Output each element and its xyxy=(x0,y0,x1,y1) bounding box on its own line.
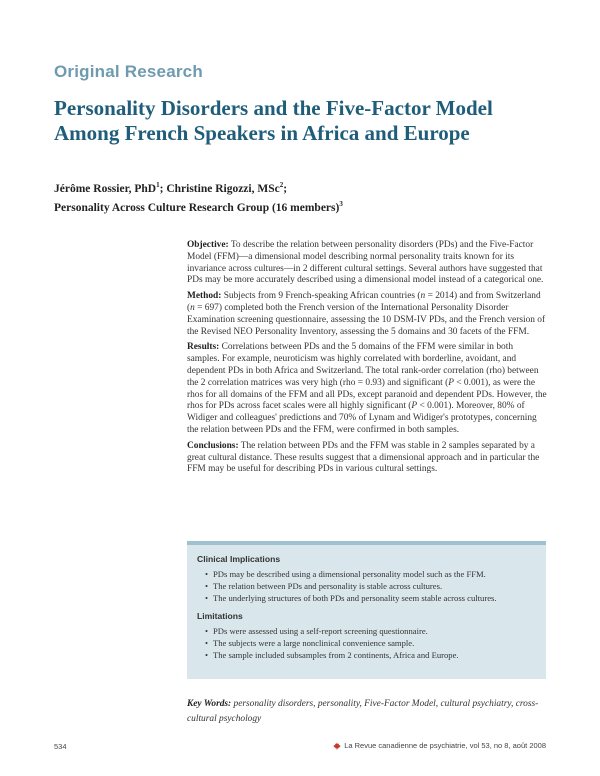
abstract-label: Method: xyxy=(187,291,222,302)
italic-symbol: P xyxy=(411,401,418,412)
clinical-implications-box xyxy=(187,541,546,679)
italic-symbol: n xyxy=(420,291,426,302)
maple-leaf-shape xyxy=(334,742,341,749)
author-line-1 xyxy=(54,178,554,197)
limitations-list xyxy=(197,625,536,661)
abstract-results xyxy=(187,342,547,436)
abstract-label: Results: xyxy=(187,342,220,353)
author-affiliation-mark: 1 xyxy=(156,181,160,189)
author-affiliation-mark: 3 xyxy=(339,199,343,208)
journal-footer xyxy=(333,741,546,750)
abstract-text: To describe the relation between personality disorders (PDs) and the Five-Factor Model (FFM)—a dimensional model describing normal personality traits known for its invariance across cultures—in 2 different cultural settings. Several authors have suggested that PDs may be more accurately described using a dimensional model instead of a categorical one. xyxy=(187,240,544,286)
article-title xyxy=(54,96,574,146)
list-item: • PDs may be described using a dimensional personality model such as the FFM. xyxy=(207,568,536,580)
abstract-text: Correlations between PDs and the 5 domains of the FFM were similar in both samples. For example, neuroticism was highly correlated with borderline, avoidant, and dependent PDs in both Africa and Switzerland. The total rank-order correlation (rho) between the 2 correlation matrices was very high (rho = 0.93) and significant ( xyxy=(187,342,539,388)
title-line-1: Personality Disorders and the Five-Factor Model xyxy=(54,96,493,120)
author-line-2 xyxy=(54,197,554,216)
abstract-text: Subjects from 9 French-speaking African countries ( xyxy=(223,291,421,302)
italic-symbol: P xyxy=(448,377,454,388)
abstract-label: Conclusions: xyxy=(187,440,239,451)
abstract-method xyxy=(187,291,547,338)
keywords-text: personality disorders, personality, Five-Factor Model, cultural psychiatry, cross-cultural psychology xyxy=(187,699,539,724)
keywords-label: Key Words: xyxy=(187,699,232,709)
list-item: • The sample included subsamples from 2 continents, Africa and Europe. xyxy=(207,649,536,661)
author-affiliation-mark: 2 xyxy=(279,181,284,189)
page-number: 534 xyxy=(54,742,67,751)
abstract-text: < 0.001). Moreover, 80% of Widiger and colleagues' predictions and 70% of Lynam and Widiger's prototypes, concerning the relation between PDs and the FFM, were confirmed in both samples. xyxy=(187,401,537,435)
keywords xyxy=(187,697,557,727)
author-group: Personality Across Culture Research Group (16 members) xyxy=(54,201,340,214)
abstract-text: = 697) completed both the French version of the International Personality Disorder Examination screening questionnaire, assessing the 10 DSM-IV PDs, and the French version of the Revised NEO Personality Inventory, assessing the 5 domains and 30 facets of the FFM. xyxy=(187,302,546,337)
author-name: Jérôme Rossier, PhD xyxy=(54,182,157,195)
abstract-conclusions xyxy=(187,441,547,476)
journal-citation: La Revue canadienne de psychiatrie, vol 53, no 8, août 2008 xyxy=(344,741,546,750)
maple-leaf-icon xyxy=(333,742,341,750)
abstract-objective xyxy=(187,240,547,287)
italic-symbol: n xyxy=(190,302,195,313)
author-separator: ; xyxy=(283,182,288,195)
abstract-text: = 2014) and from Switzerland ( xyxy=(187,291,541,313)
list-item: • The subjects were a large nonclinical convenience sample. xyxy=(207,637,536,649)
abstract-text: < 0.001), as were the rhos for all domains of the FFM and all PDs, except paranoid and dependent PDs. However, the rhos for PDs across facet scales were all highly significant ( xyxy=(187,377,547,412)
title-line-2: Among French Speakers in Africa and Europe xyxy=(54,121,470,145)
author-name: Christine Rigozzi, MSc xyxy=(166,182,280,195)
limitations-heading: Limitations xyxy=(197,611,243,621)
section-label: Original Research xyxy=(54,62,203,81)
clinical-implications-heading: Clinical Implications xyxy=(197,554,281,564)
abstract xyxy=(187,240,547,480)
abstract-text: The relation between PDs and the FFM was stable in 2 samples separated by a great cultural distance. These results suggest that a dimensional approach and in particular the FFM may be useful for describing PDs in various cultural settings. xyxy=(187,440,540,475)
abstract-label: Objective: xyxy=(187,240,229,250)
clinical-implications-list xyxy=(197,568,536,604)
author-separator: ; xyxy=(159,182,167,195)
list-item: • PDs were assessed using a self-report screening questionnaire. xyxy=(207,625,536,637)
list-item: • The relation between PDs and personality is stable across cultures. xyxy=(207,580,536,592)
list-item: • The underlying structures of both PDs and personality seem stable across cultures. xyxy=(207,592,536,604)
author-list xyxy=(54,178,554,216)
